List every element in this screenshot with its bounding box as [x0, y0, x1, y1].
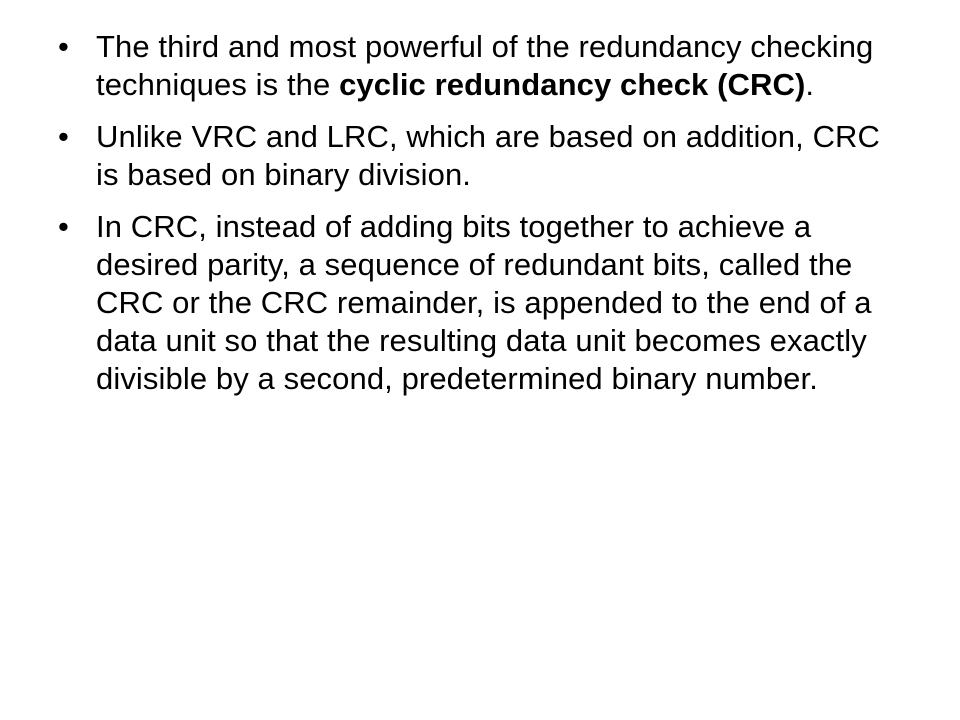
bullet-text-suffix: . — [805, 67, 815, 102]
bullet-item-crc-intro — [58, 28, 903, 104]
bullet-item-crc-description — [58, 208, 903, 398]
bullet-dot-icon: • — [58, 209, 69, 244]
bullet-list — [58, 28, 903, 412]
bullet-text-bold-term: cyclic redundancy check (CRC) — [339, 67, 806, 102]
bullet-text-prefix: The third and most powerful of the redundancy checking techniques is the — [96, 29, 874, 102]
bullet-dot-icon: • — [58, 119, 69, 154]
bullet-dot-icon: • — [58, 29, 69, 64]
bullet-text: Unlike VRC and LRC, which are based on addition, CRC is based on binary division. — [96, 119, 881, 192]
bullet-item-crc-comparison — [58, 118, 903, 194]
bullet-text — [96, 29, 873, 102]
bullet-text: In CRC, instead of adding bits together to achieve a desired parity, a sequence of redundant bits, called the CRC or the CRC remainder, is appended to the end of a data unit so that the resulting data unit becomes exactly divisible by a second, predetermined binary number. — [96, 209, 872, 396]
